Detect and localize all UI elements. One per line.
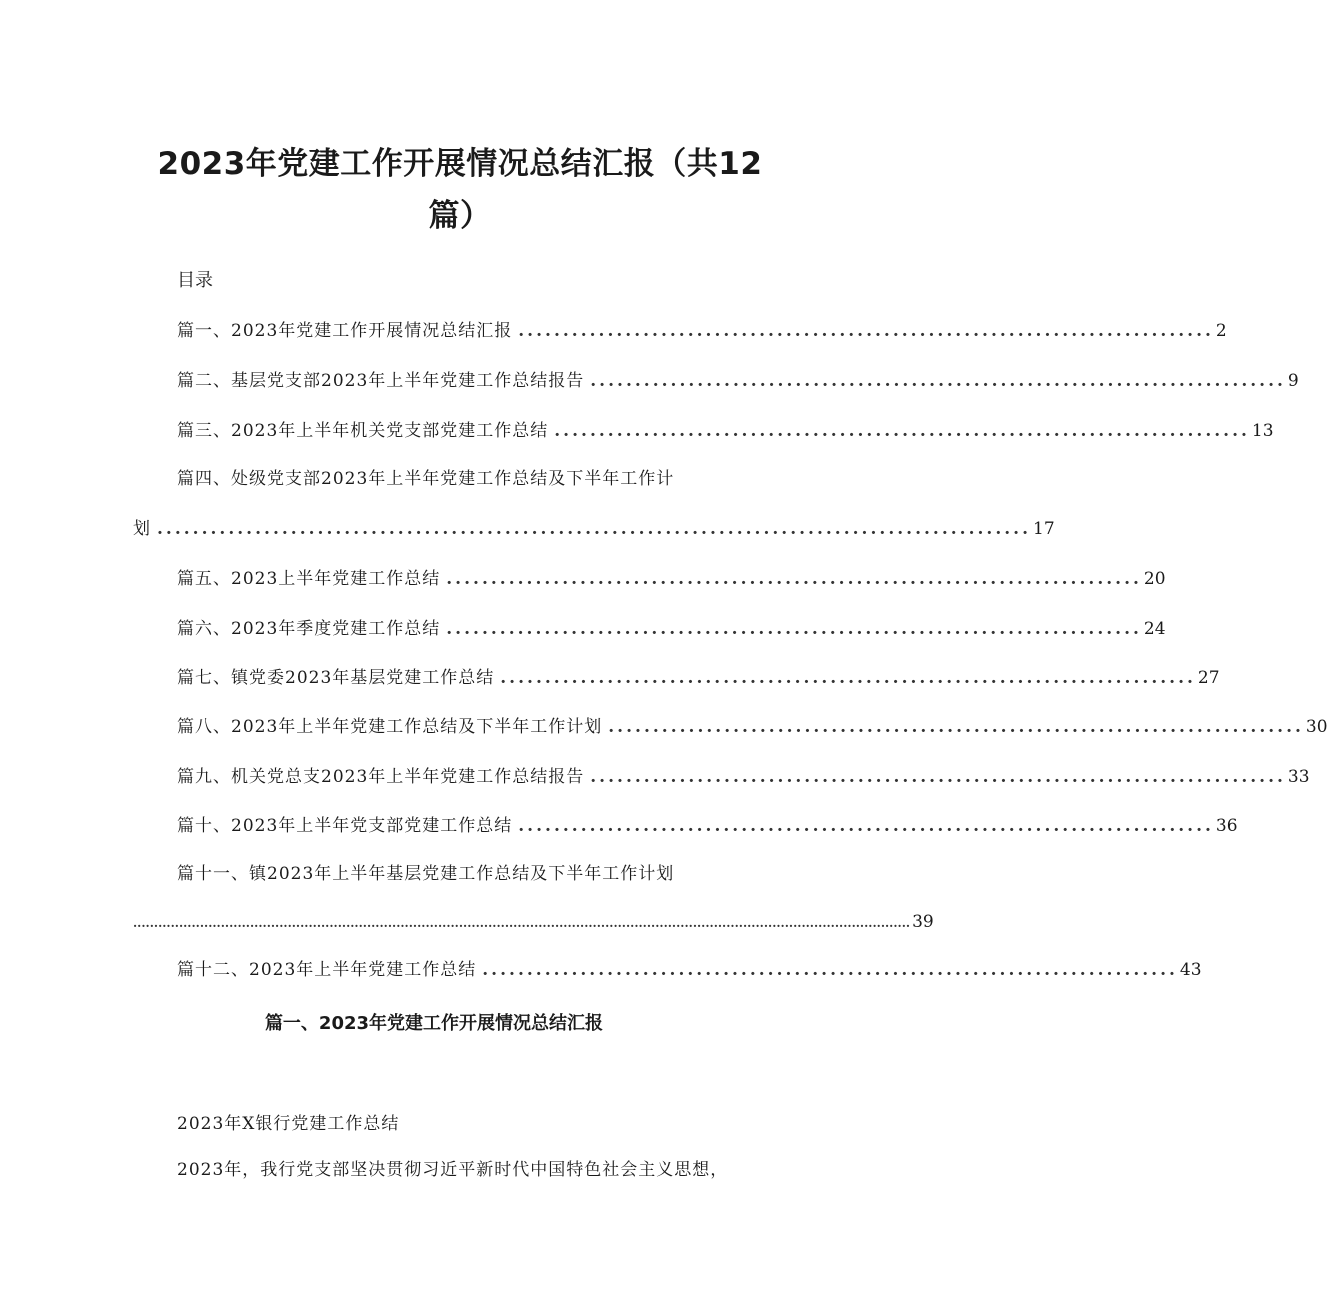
toc-entry-5[interactable] xyxy=(177,566,1166,592)
toc-entry-label: 篇十、2023年上半年党支部党建工作总结 xyxy=(177,816,513,836)
toc-entry-page: 13 xyxy=(1251,421,1274,441)
toc-entry-page: 9 xyxy=(1287,371,1299,391)
toc-heading: 目录 xyxy=(177,270,213,291)
toc-entry-label: 篇七、镇党委2023年基层党建工作总结 xyxy=(177,668,495,688)
toc-entry-10[interactable] xyxy=(177,813,1238,839)
toc-entry-label: 篇五、2023上半年党建工作总结 xyxy=(177,569,441,589)
document-title xyxy=(140,138,780,242)
section-subtitle: 2023年X银行党建工作总结 xyxy=(177,1114,400,1134)
section-title: 篇一、2023年党建工作开展情况总结汇报 xyxy=(264,1013,604,1034)
toc-entry-page: 17 xyxy=(1033,519,1055,539)
toc-entry-label: 篇十二、2023年上半年党建工作总结 xyxy=(177,960,477,980)
toc-entry-page: 36 xyxy=(1215,816,1238,836)
toc-entry-continuation: 划 xyxy=(133,519,151,539)
toc-entry-2[interactable] xyxy=(177,368,1299,394)
toc-leader-dots: .......................................................................................................................................................................................... xyxy=(133,916,911,930)
toc-entry-8[interactable] xyxy=(177,714,1328,740)
document-title-line2: 篇） xyxy=(428,198,492,234)
toc-entry-label: 篇九、机关党总支2023年上半年党建工作总结报告 xyxy=(177,767,585,787)
body-paragraph: 2023年，我行党支部坚决贯彻习近平新时代中国特色社会主义思想， xyxy=(177,1160,729,1180)
toc-entry-label: 篇一、2023年党建工作开展情况总结汇报 xyxy=(177,321,513,341)
toc-entry-page: 20 xyxy=(1143,569,1166,589)
toc-leader-dots: .................................................................................................. xyxy=(157,519,1032,539)
toc-entry-page: 24 xyxy=(1143,619,1166,639)
toc-leader-dots: .............................................................................. xyxy=(500,668,1196,688)
toc-entry-page: 2 xyxy=(1215,321,1227,341)
toc-entry-3[interactable] xyxy=(177,418,1274,444)
toc-entry-1[interactable] xyxy=(177,318,1227,344)
toc-entry-label: 篇三、2023年上半年机关党支部党建工作总结 xyxy=(177,421,549,441)
toc-entry-6[interactable] xyxy=(177,616,1166,642)
toc-entry-11-line2[interactable] xyxy=(133,909,934,936)
toc-leader-dots: .............................................................................. xyxy=(446,619,1142,639)
toc-leader-dots: .............................................................................. xyxy=(590,767,1286,787)
toc-leader-dots: .............................................................................. xyxy=(518,321,1214,341)
toc-entry-4-line1[interactable]: 篇四、处级党支部2023年上半年党建工作总结及下半年工作计 xyxy=(177,469,675,489)
toc-leader-dots: .............................................................................. xyxy=(518,816,1214,836)
toc-entry-12[interactable] xyxy=(177,957,1202,983)
toc-leader-dots: .............................................................................. xyxy=(590,371,1286,391)
toc-entry-page: 30 xyxy=(1305,717,1328,737)
toc-entry-9[interactable] xyxy=(177,764,1310,790)
toc-entry-label: 篇八、2023年上半年党建工作总结及下半年工作计划 xyxy=(177,717,603,737)
toc-leader-dots: .............................................................................. xyxy=(482,960,1178,980)
document-title-line1: 2023年党建工作开展情况总结汇报（共12 xyxy=(157,146,763,182)
toc-entry-page: 43 xyxy=(1179,960,1202,980)
toc-leader-dots: .............................................................................. xyxy=(446,569,1142,589)
toc-entry-7[interactable] xyxy=(177,665,1220,691)
toc-entry-label: 篇六、2023年季度党建工作总结 xyxy=(177,619,441,639)
toc-entry-4-line2[interactable] xyxy=(133,516,1055,542)
toc-entry-page: 39 xyxy=(912,912,934,932)
toc-entry-page: 27 xyxy=(1197,668,1220,688)
toc-entry-page: 33 xyxy=(1287,767,1310,787)
toc-leader-dots: .............................................................................. xyxy=(554,421,1250,441)
toc-leader-dots: .............................................................................. xyxy=(608,717,1304,737)
toc-entry-label: 篇二、基层党支部2023年上半年党建工作总结报告 xyxy=(177,371,585,391)
toc-entry-11-line1[interactable]: 篇十一、镇2023年上半年基层党建工作总结及下半年工作计划 xyxy=(177,864,675,884)
